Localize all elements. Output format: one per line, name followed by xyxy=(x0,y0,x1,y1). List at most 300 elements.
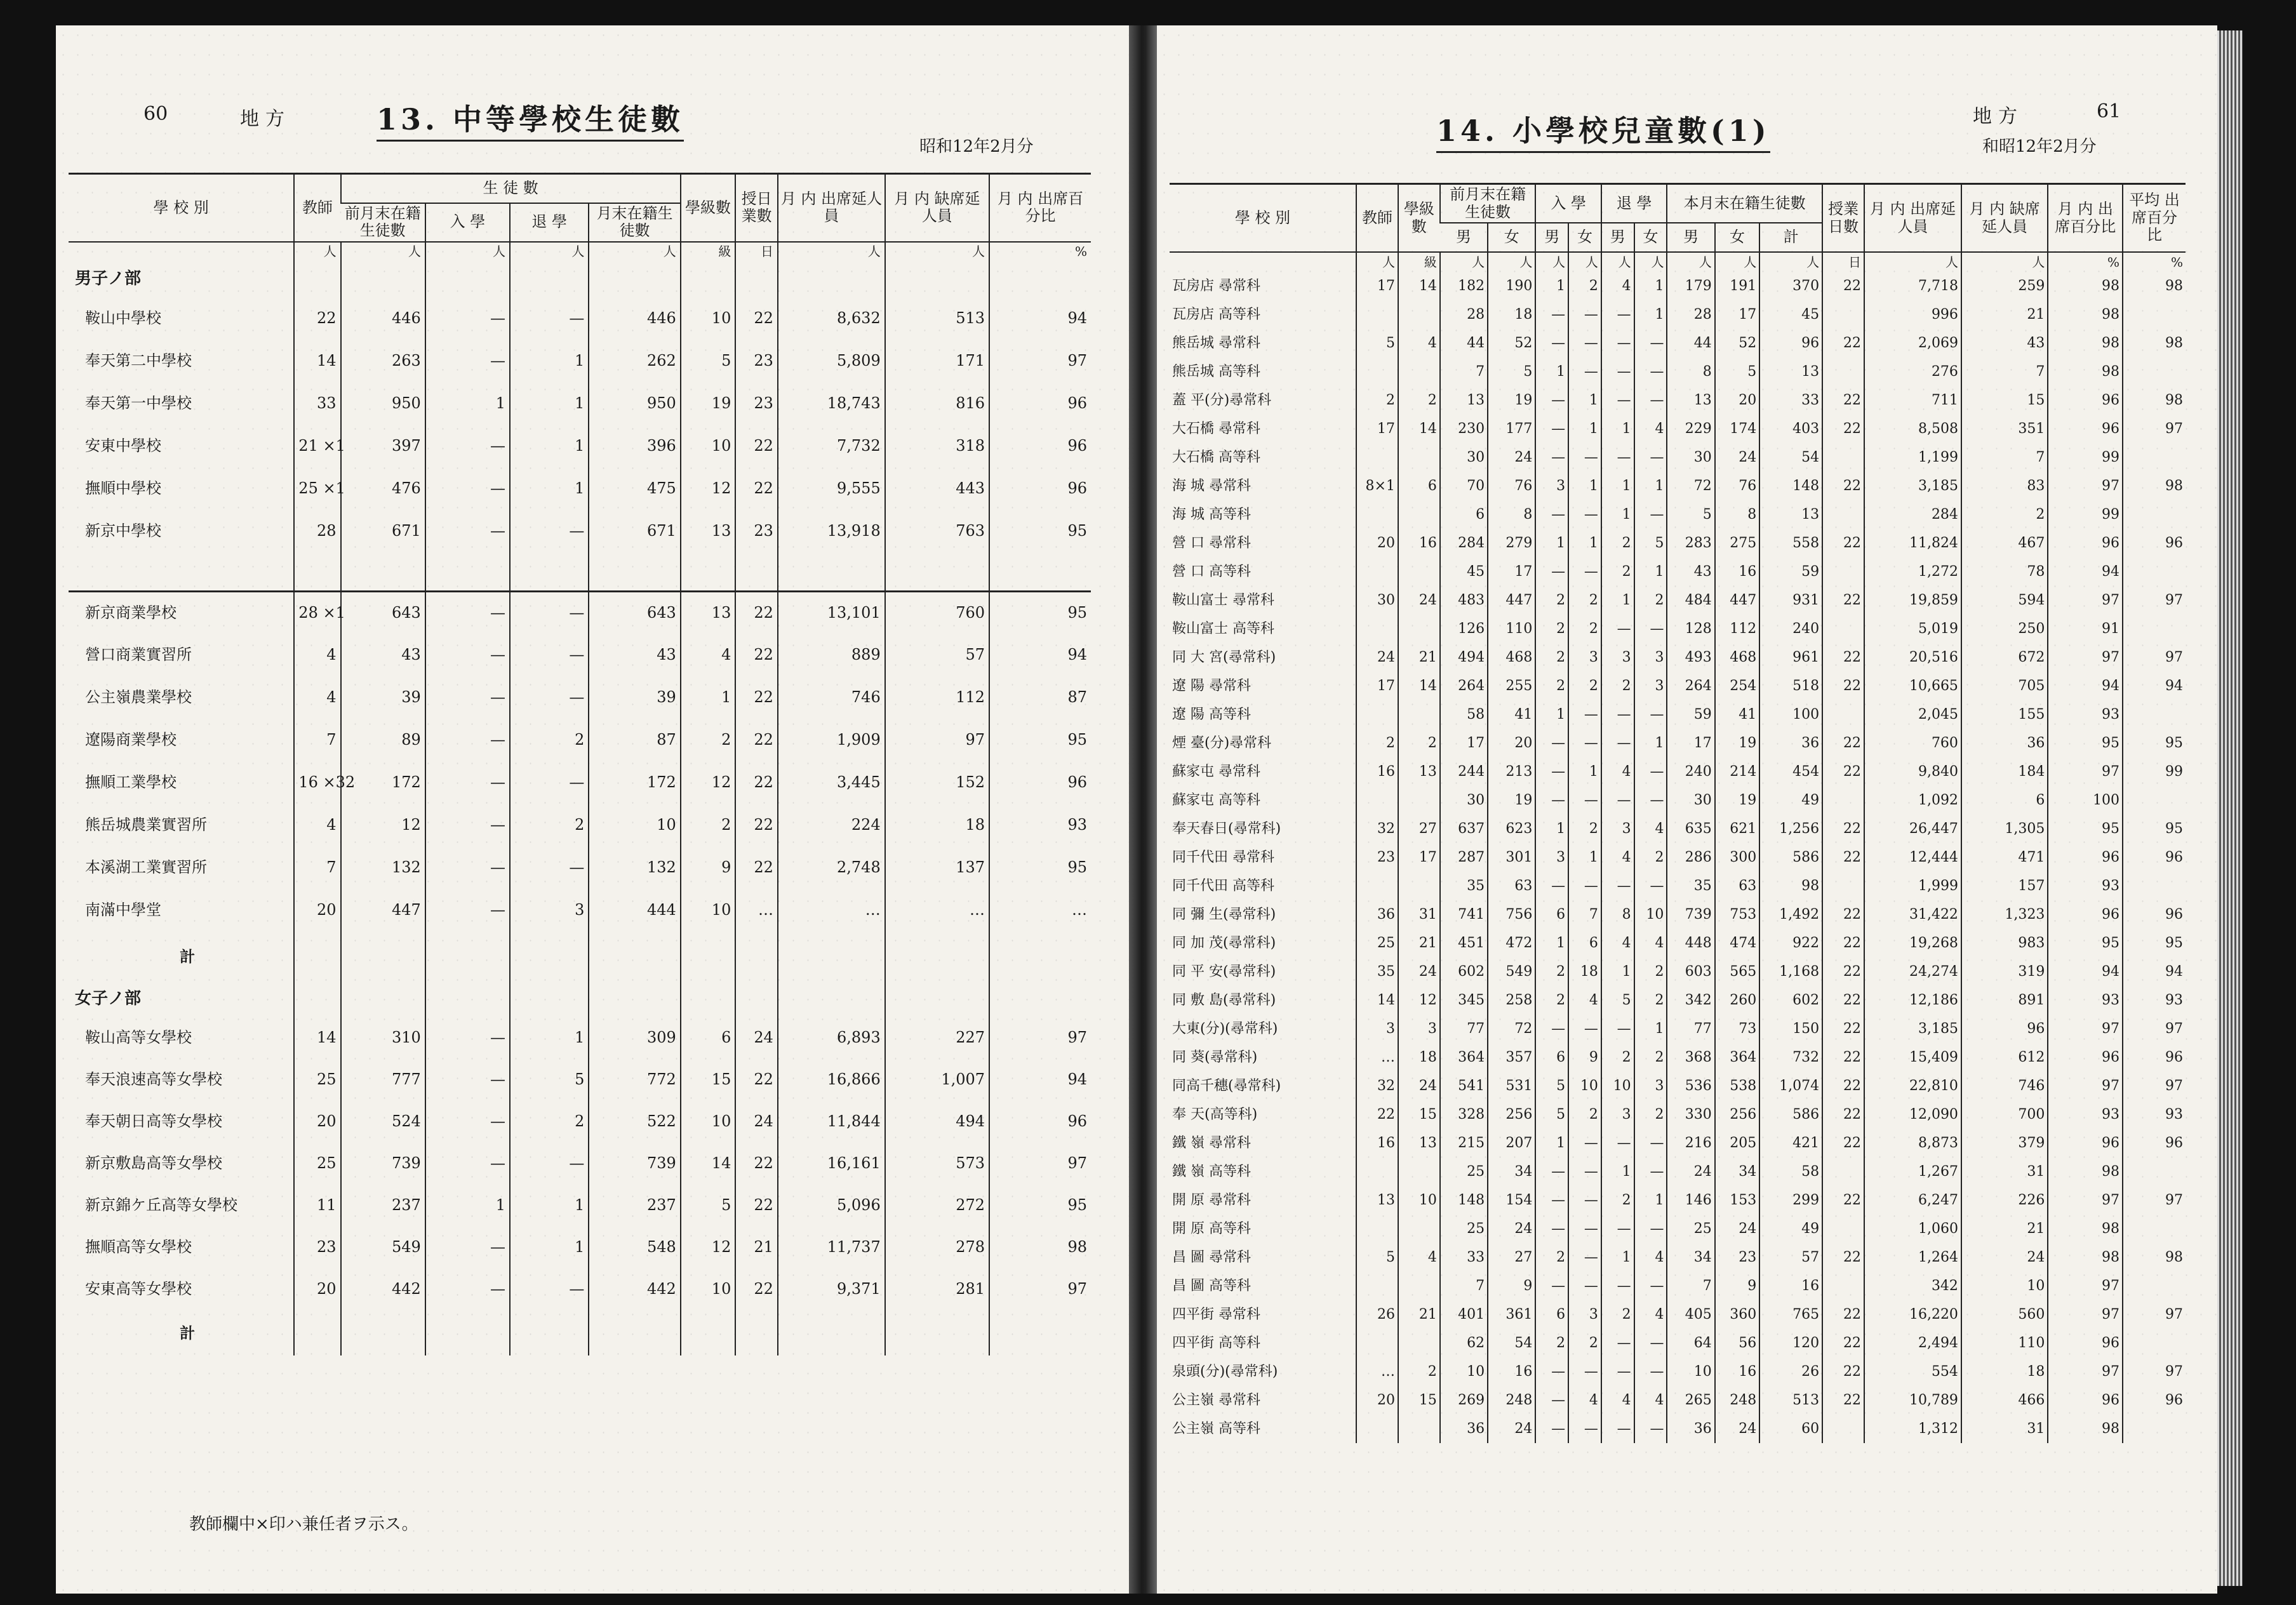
col-end-female: 女 xyxy=(1715,223,1760,252)
col-leave: 退 學 xyxy=(510,203,589,242)
empty-cell xyxy=(989,552,1091,571)
value-cell: 96 xyxy=(2048,386,2123,415)
value-cell: 17 xyxy=(1356,415,1398,443)
school-name: 奉天第二中學校 xyxy=(85,351,192,370)
value-cell: 182 xyxy=(1440,272,1488,300)
value-cell: 22 xyxy=(1822,729,1864,757)
value-cell: 12,090 xyxy=(1864,1100,1961,1129)
value-cell: 22 xyxy=(1822,843,1864,872)
value-cell: 9 xyxy=(1568,1043,1601,1072)
value-cell: 1 xyxy=(1601,500,1634,529)
value-cell: — xyxy=(1568,1357,1601,1386)
value-cell: 73 xyxy=(1715,1015,1760,1043)
unit-cell: 日 xyxy=(1822,252,1864,272)
value-cell xyxy=(2123,872,2186,900)
value-cell xyxy=(510,931,589,981)
value-cell xyxy=(1356,872,1398,900)
value-cell: 20 xyxy=(1356,1386,1398,1415)
value-cell: — xyxy=(1568,557,1601,586)
value-cell: 5 xyxy=(1634,529,1667,557)
value-cell: 1 xyxy=(681,676,736,719)
value-cell: 602 xyxy=(1759,986,1822,1015)
value-cell: 2 xyxy=(1535,986,1568,1015)
value-cell: — xyxy=(1535,729,1568,757)
value-cell: 24,274 xyxy=(1864,957,1961,986)
value-cell: 7,718 xyxy=(1864,272,1961,300)
value-cell: 6,247 xyxy=(1864,1186,1961,1215)
value-cell: 6 xyxy=(1535,1043,1568,1072)
col-absence: 月 内 缺席延人員 xyxy=(885,174,989,242)
value-cell: 19 xyxy=(1715,786,1760,815)
value-cell xyxy=(681,931,736,981)
value-cell xyxy=(2123,1272,2186,1300)
value-cell: 96 xyxy=(2123,1129,2186,1157)
value-cell: — xyxy=(1634,329,1667,357)
value-cell: 97 xyxy=(2048,1186,2123,1215)
empty-cell xyxy=(681,262,736,297)
value-cell: — xyxy=(1634,872,1667,900)
value-cell: 299 xyxy=(1759,1186,1822,1215)
value-cell: 17 xyxy=(1356,672,1398,700)
value-cell: 4 xyxy=(294,804,340,846)
value-cell: 4 xyxy=(1634,415,1667,443)
value-cell xyxy=(1398,786,1440,815)
value-cell: 26,447 xyxy=(1864,815,1961,843)
value-cell: 1,264 xyxy=(1864,1243,1961,1272)
spacer-row xyxy=(69,552,1091,571)
value-cell: 370 xyxy=(1759,272,1822,300)
value-cell: 318 xyxy=(885,425,989,467)
school-name: 新京敷島高等女學校 xyxy=(85,1154,222,1172)
school-name: 公主嶺 高等科 xyxy=(1172,1421,1260,1437)
value-cell: 59 xyxy=(1667,700,1714,729)
value-cell: 22 xyxy=(1822,1129,1864,1157)
value-cell: 13 xyxy=(1667,386,1714,415)
value-cell xyxy=(294,931,340,981)
school-name: 同千代田 尋常科 xyxy=(1172,849,1274,866)
value-cell: 97 xyxy=(2048,1272,2123,1300)
value-cell: — xyxy=(425,510,510,552)
value-cell: — xyxy=(1568,700,1601,729)
value-cell: 36 xyxy=(1356,900,1398,929)
value-cell: 12,444 xyxy=(1864,843,1961,872)
value-cell: — xyxy=(1568,443,1601,472)
value-cell: 3 xyxy=(1356,1015,1398,1043)
value-cell: 443 xyxy=(885,467,989,510)
value-cell: 16 xyxy=(1356,757,1398,786)
table-row xyxy=(69,1100,1091,1142)
left-page xyxy=(56,25,1129,1594)
value-cell: 1 xyxy=(1535,357,1568,386)
value-cell: 24 xyxy=(735,1016,778,1058)
school-name: 計 xyxy=(180,947,196,966)
value-cell: 1,199 xyxy=(1864,443,1961,472)
value-cell: 256 xyxy=(1488,1100,1535,1129)
value-cell: 671 xyxy=(341,510,425,552)
school-name: 撫順工業學校 xyxy=(85,773,177,792)
unit-cell: 日 xyxy=(735,242,778,262)
value-cell: 22 xyxy=(1822,472,1864,500)
school-name: 撫順中學校 xyxy=(85,479,161,497)
table-row xyxy=(1170,272,2186,300)
value-cell: 17 xyxy=(1488,557,1535,586)
empty-cell xyxy=(885,571,989,592)
value-cell: 8,508 xyxy=(1864,415,1961,443)
value-cell: 58 xyxy=(1759,1157,1822,1186)
value-cell: 96 xyxy=(989,425,1091,467)
table-row xyxy=(69,846,1091,889)
value-cell: 1 xyxy=(1634,729,1667,757)
value-cell: 77 xyxy=(1440,1015,1488,1043)
value-cell: 248 xyxy=(1488,1386,1535,1415)
value-cell: 5 xyxy=(681,1184,736,1226)
school-name: 蘇家屯 尋常科 xyxy=(1172,764,1260,780)
value-cell: 765 xyxy=(1759,1300,1822,1329)
value-cell: 13,101 xyxy=(778,591,885,634)
value-cell: … xyxy=(989,889,1091,931)
col-days: 授日業數 xyxy=(735,174,778,242)
value-cell: 1,492 xyxy=(1759,900,1822,929)
value-cell: 22 xyxy=(1822,386,1864,415)
col-prev: 前月末在籍生徒數 xyxy=(1440,184,1536,223)
value-cell: — xyxy=(1601,386,1634,415)
value-cell: 5 xyxy=(510,1058,589,1100)
empty-cell xyxy=(294,571,340,592)
school-name: 同 彌 生(尋常科) xyxy=(1172,907,1276,923)
value-cell: 468 xyxy=(1488,643,1535,672)
table-row xyxy=(1170,957,2186,986)
value-cell: 3 xyxy=(1634,643,1667,672)
value-cell: 35 xyxy=(1667,872,1714,900)
value-cell: 265 xyxy=(1667,1386,1714,1415)
value-cell: 10 xyxy=(681,1268,736,1310)
value-cell: 20 xyxy=(1488,729,1535,757)
value-cell: — xyxy=(425,889,510,931)
value-cell: 1 xyxy=(1568,843,1601,872)
value-cell: 284 xyxy=(1440,529,1488,557)
value-cell: 300 xyxy=(1715,843,1760,872)
value-cell: 12,186 xyxy=(1864,986,1961,1015)
value-cell: — xyxy=(425,467,510,510)
value-cell: 16 xyxy=(1398,529,1440,557)
value-cell: 97 xyxy=(2048,1357,2123,1386)
value-cell: 93 xyxy=(989,804,1091,846)
value-cell: 6 xyxy=(681,1016,736,1058)
table-row xyxy=(1170,1043,2186,1072)
value-cell: — xyxy=(1601,700,1634,729)
table-row xyxy=(69,591,1091,634)
value-cell: — xyxy=(1568,1215,1601,1243)
value-cell: 97 xyxy=(2048,1300,2123,1329)
value-cell: 345 xyxy=(1440,986,1488,1015)
value-cell xyxy=(1822,1157,1864,1186)
value-cell: 3,445 xyxy=(778,761,885,804)
value-cell: 554 xyxy=(1864,1357,1961,1386)
value-cell xyxy=(2123,1329,2186,1357)
value-cell: 62 xyxy=(1440,1329,1488,1357)
value-cell: 816 xyxy=(885,382,989,425)
value-cell: 97 xyxy=(2123,643,2186,672)
value-cell: 137 xyxy=(885,846,989,889)
col-end: 本月末在籍生徒數 xyxy=(1667,184,1822,223)
value-cell: 34 xyxy=(1488,1157,1535,1186)
table-row xyxy=(1170,1072,2186,1100)
value-cell: 153 xyxy=(1715,1186,1760,1215)
value-cell: 36 xyxy=(1440,1415,1488,1443)
school-name: 同 平 安(尋常科) xyxy=(1172,964,1276,980)
value-cell: 2 xyxy=(1601,529,1634,557)
value-cell: 3,185 xyxy=(1864,472,1961,500)
value-cell: 259 xyxy=(1961,272,2048,300)
value-cell: 2 xyxy=(1634,1100,1667,1129)
value-cell: — xyxy=(425,1058,510,1100)
value-cell: 172 xyxy=(589,761,680,804)
value-cell: 1 xyxy=(510,382,589,425)
value-cell: 45 xyxy=(1440,557,1488,586)
col-classes: 學級數 xyxy=(1398,184,1440,253)
value-cell: 22 xyxy=(735,1142,778,1184)
value-cell: 22 xyxy=(735,297,778,340)
value-cell: 98 xyxy=(2048,329,2123,357)
value-cell: 7 xyxy=(1667,1272,1714,1300)
value-cell: 483 xyxy=(1440,586,1488,615)
value-cell: 96 xyxy=(989,382,1091,425)
value-cell xyxy=(989,931,1091,981)
value-cell: 1 xyxy=(1601,1157,1634,1186)
value-cell: 1,999 xyxy=(1864,872,1961,900)
value-cell: 14 xyxy=(1356,986,1398,1015)
unit-cell: 人 xyxy=(294,242,340,262)
table-row xyxy=(1170,900,2186,929)
value-cell: 983 xyxy=(1961,929,2048,957)
value-cell: 602 xyxy=(1440,957,1488,986)
value-cell: 1 xyxy=(1634,1186,1667,1215)
school-name: 泉頭(分)(尋常科) xyxy=(1172,1364,1278,1380)
value-cell: 403 xyxy=(1759,415,1822,443)
value-cell: 22 xyxy=(1822,986,1864,1015)
col-percent: 月 内 出席百分比 xyxy=(989,174,1091,242)
value-cell: 524 xyxy=(341,1100,425,1142)
value-cell: — xyxy=(425,1016,510,1058)
value-cell: 19 xyxy=(1488,386,1535,415)
value-cell: — xyxy=(1634,1357,1667,1386)
value-cell: 3 xyxy=(510,889,589,931)
value-cell: 95 xyxy=(2123,815,2186,843)
value-cell: — xyxy=(510,634,589,676)
value-cell: 643 xyxy=(589,591,680,634)
empty-cell xyxy=(425,262,510,297)
value-cell: 52 xyxy=(1715,329,1760,357)
value-cell: 98 xyxy=(989,1226,1091,1268)
col-end-male: 男 xyxy=(1667,223,1714,252)
value-cell: 1 xyxy=(1634,300,1667,329)
value-cell: 264 xyxy=(1440,672,1488,700)
primary-school-table xyxy=(1170,183,2186,1443)
value-cell: 889 xyxy=(778,634,885,676)
value-cell: 10 xyxy=(681,297,736,340)
value-cell: 2 xyxy=(1568,672,1601,700)
value-cell: — xyxy=(1601,1329,1634,1357)
value-cell: 22 xyxy=(1822,757,1864,786)
school-name: 開 原 尋常科 xyxy=(1172,1192,1251,1209)
value-cell: 97 xyxy=(989,1268,1091,1310)
empty-cell xyxy=(989,981,1091,1016)
value-cell: 98 xyxy=(2048,1243,2123,1272)
school-name: 昌 圖 尋常科 xyxy=(1172,1249,1251,1266)
value-cell: 1 xyxy=(1535,272,1568,300)
school-name: 遼 陽 尋常科 xyxy=(1172,678,1251,695)
value-cell: 4 xyxy=(1634,1243,1667,1272)
value-cell: 96 xyxy=(989,467,1091,510)
value-cell: 1 xyxy=(1568,757,1601,786)
value-cell: 13 xyxy=(1759,357,1822,386)
col-students-group: 生 徒 數 xyxy=(341,174,681,203)
unit-cell: 人 xyxy=(510,242,589,262)
value-cell: 184 xyxy=(1961,757,2048,786)
value-cell xyxy=(735,931,778,981)
value-cell: 269 xyxy=(1440,1386,1488,1415)
value-cell: 2 xyxy=(681,804,736,846)
value-cell: 15 xyxy=(1961,386,2048,415)
value-cell: 2 xyxy=(1535,957,1568,986)
value-cell: 96 xyxy=(989,1100,1091,1142)
empty-cell xyxy=(69,571,294,592)
value-cell: 96 xyxy=(2123,843,2186,872)
value-cell: 96 xyxy=(1759,329,1822,357)
value-cell: 2 xyxy=(1356,386,1398,415)
value-cell: 35 xyxy=(1356,957,1398,986)
value-cell: 1 xyxy=(1634,1015,1667,1043)
value-cell: 89 xyxy=(341,719,425,761)
value-cell: 240 xyxy=(1759,615,1822,643)
table-row xyxy=(1170,672,2186,700)
table-row xyxy=(69,719,1091,761)
value-cell: 287 xyxy=(1440,843,1488,872)
value-cell xyxy=(1398,1329,1440,1357)
value-cell: 447 xyxy=(1488,586,1535,615)
value-cell: 8×1 xyxy=(1356,472,1398,500)
value-cell: 214 xyxy=(1715,757,1760,786)
table-row xyxy=(69,382,1091,425)
value-cell: — xyxy=(1601,1415,1634,1443)
value-cell: 24 xyxy=(1488,1215,1535,1243)
value-cell: 279 xyxy=(1488,529,1535,557)
value-cell: 8 xyxy=(1667,357,1714,386)
empty-cell xyxy=(989,571,1091,592)
value-cell: 177 xyxy=(1488,415,1535,443)
value-cell: 2 xyxy=(1398,1357,1440,1386)
value-cell xyxy=(1356,1157,1398,1186)
value-cell: 513 xyxy=(1759,1386,1822,1415)
value-cell xyxy=(1398,615,1440,643)
units-row xyxy=(1170,252,2186,272)
school-name: 同 葵(尋常科) xyxy=(1172,1049,1258,1066)
value-cell: 22 xyxy=(1822,1329,1864,1357)
value-cell: 1,272 xyxy=(1864,557,1961,586)
value-cell: 95 xyxy=(989,1184,1091,1226)
value-cell: 1 xyxy=(1601,472,1634,500)
value-cell: 18 xyxy=(1488,300,1535,329)
value-cell: 22 xyxy=(1822,900,1864,929)
table-row xyxy=(69,931,1091,981)
value-cell: 97 xyxy=(2123,586,2186,615)
school-name: 瓦房店 尋常科 xyxy=(1172,278,1260,295)
value-cell: 97 xyxy=(989,1016,1091,1058)
value-cell: 7 xyxy=(1568,900,1601,929)
empty-cell xyxy=(589,552,680,571)
value-cell: 28 xyxy=(1440,300,1488,329)
value-cell: 1 xyxy=(1535,700,1568,729)
value-cell: 97 xyxy=(989,1142,1091,1184)
unit-cell: 人 xyxy=(589,242,680,262)
school-name: 營 口 尋常科 xyxy=(1172,535,1251,552)
value-cell: 5 xyxy=(681,340,736,382)
school-name: 蓋 平(分)尋常科 xyxy=(1172,392,1272,409)
value-cell: 4 xyxy=(1398,1243,1440,1272)
value-cell: 263 xyxy=(341,340,425,382)
value-cell: 132 xyxy=(589,846,680,889)
table-row xyxy=(1170,929,2186,957)
value-cell: 494 xyxy=(1440,643,1488,672)
value-cell: 14 xyxy=(1398,672,1440,700)
value-cell: 18,743 xyxy=(778,382,885,425)
table-row xyxy=(1170,1186,2186,1215)
value-cell: 16,866 xyxy=(778,1058,885,1100)
unit-cell: 人 xyxy=(778,242,885,262)
value-cell xyxy=(885,931,989,981)
value-cell: 240 xyxy=(1667,757,1714,786)
value-cell: — xyxy=(425,676,510,719)
value-cell: 3 xyxy=(1601,815,1634,843)
value-cell: 93 xyxy=(2048,872,2123,900)
value-cell: 150 xyxy=(1759,1015,1822,1043)
value-cell: 95 xyxy=(989,591,1091,634)
value-cell: 467 xyxy=(1961,529,2048,557)
value-cell: 1,060 xyxy=(1864,1215,1961,1243)
value-cell: 2 xyxy=(1568,1100,1601,1129)
value-cell: 21 xyxy=(735,1226,778,1268)
value-cell: 476 xyxy=(341,467,425,510)
value-cell: 549 xyxy=(341,1226,425,1268)
value-cell: 560 xyxy=(1961,1300,2048,1329)
value-cell xyxy=(294,1310,340,1355)
value-cell: — xyxy=(510,510,589,552)
value-cell: 36 xyxy=(1759,729,1822,757)
value-cell: 13 xyxy=(1398,1129,1440,1157)
school-name: 鞍山富士 高等科 xyxy=(1172,621,1274,637)
table-row xyxy=(1170,557,2186,586)
value-cell: 93 xyxy=(2048,986,2123,1015)
value-cell: 2 xyxy=(1535,586,1568,615)
value-cell: 258 xyxy=(1488,986,1535,1015)
value-cell: — xyxy=(1535,1015,1568,1043)
value-cell xyxy=(1822,1215,1864,1243)
col-teachers: 教師 xyxy=(294,174,340,242)
value-cell xyxy=(2123,300,2186,329)
value-cell: 12 xyxy=(681,467,736,510)
value-cell: 1 xyxy=(1535,929,1568,957)
value-cell: 16,161 xyxy=(778,1142,885,1184)
table-row xyxy=(1170,472,2186,500)
value-cell xyxy=(1356,1215,1398,1243)
value-cell: — xyxy=(1634,615,1667,643)
value-cell: 328 xyxy=(1440,1100,1488,1129)
value-cell xyxy=(425,931,510,981)
value-cell: — xyxy=(425,1100,510,1142)
section-girls xyxy=(69,981,1091,1016)
value-cell: 24 xyxy=(1715,1415,1760,1443)
value-cell: 996 xyxy=(1864,300,1961,329)
